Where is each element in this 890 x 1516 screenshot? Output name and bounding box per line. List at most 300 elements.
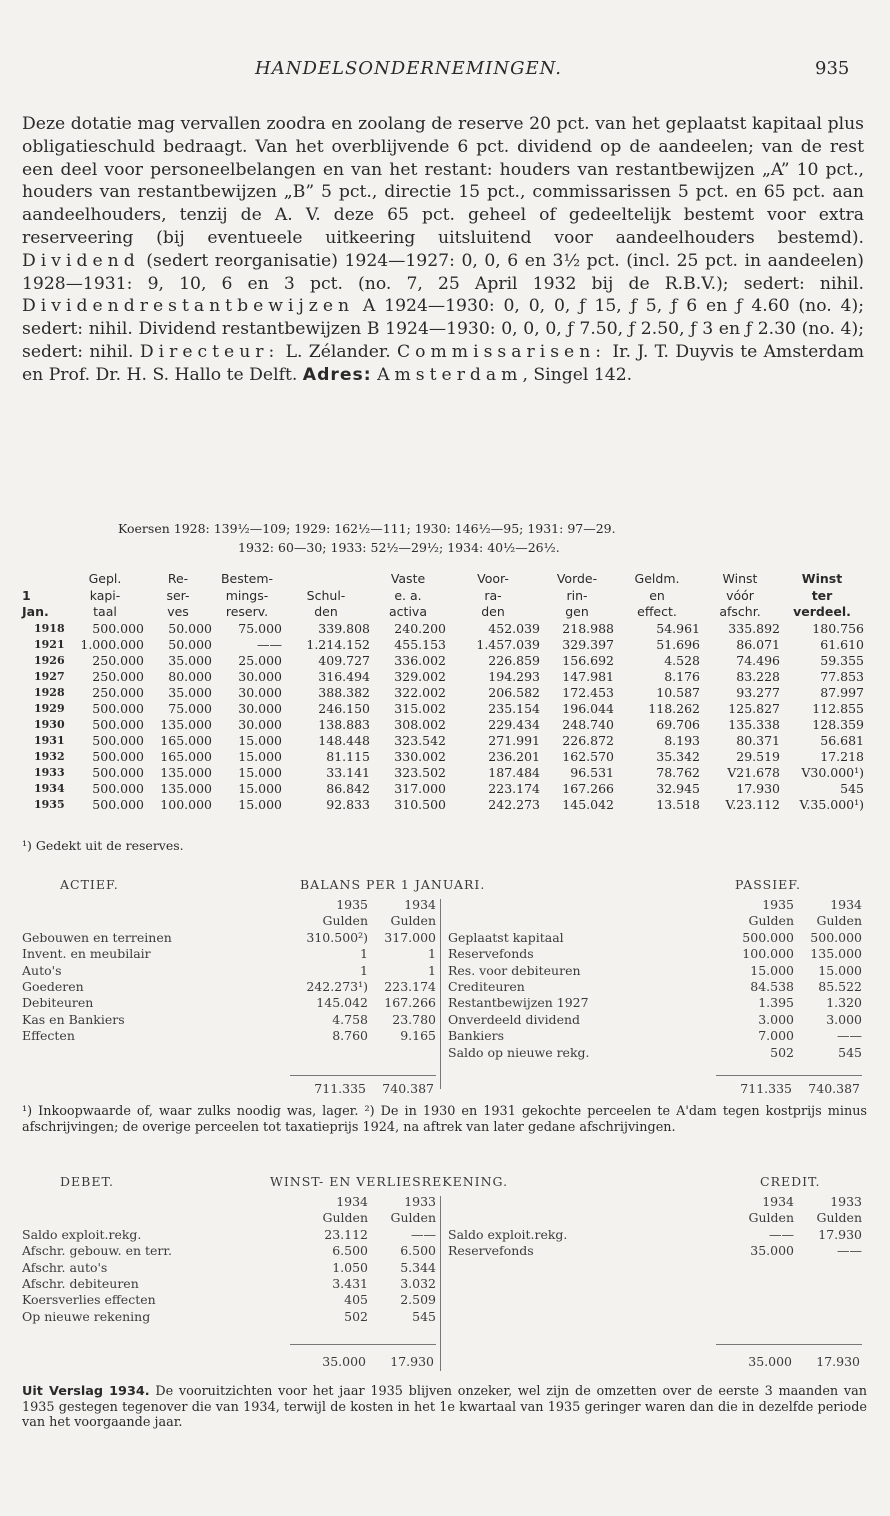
table-cell: 33.141 (326, 764, 370, 780)
table-cell: 93.277 (736, 684, 780, 700)
table-row (22, 701, 864, 717)
ledger-amount: 85.522 (818, 979, 862, 995)
actief-total-1934: 740.387 (382, 1081, 434, 1096)
table-cell: 240.200 (394, 620, 446, 636)
table-row (22, 653, 864, 669)
ledger-row (448, 1012, 862, 1028)
table-cell: 322.002 (394, 684, 446, 700)
ledger-amount: 317.000 (384, 929, 436, 945)
verslag-text: De vooruitzichten voor het jaar 1935 blijven onzeker, wel zijn de omzetten over de eerste 3 maanden van 1935 gestegen tegenover die van 1934, terwijl de kosten in het 1e kwartaal van 1935 geringer waren dan die in dezelfde periode van het voorgaande jaar. (22, 1384, 868, 1430)
year-col-2: 1934 (404, 897, 436, 912)
actief-rows (22, 930, 436, 1045)
table-cell: 242.273 (488, 796, 540, 812)
table-cell: 250.000 (92, 668, 144, 684)
column-header: den (314, 604, 338, 620)
table-cell: 1.214.152 (306, 636, 370, 652)
table-cell: 147.981 (562, 668, 614, 684)
ledger-label: Kas en Bankiers (22, 1011, 125, 1027)
table-cell: 336.002 (394, 652, 446, 668)
ledger-row (448, 1243, 862, 1259)
column-header: Voor- (477, 571, 509, 587)
statutes-text: Deze dotatie mag vervallen zoodra en zoolang de reserve 20 pct. van het geplaatst kapitaal plus obligatieschuld bedraagt. Van het overblijvende 6 pct. dividend op de aandeelen; van de rest een deel voor personeelbelangen en van het restant: houders van restantbewijzen „A” 10 pct., houders van restantbewijzen „B” 5 pct., directie 15 pct., commissarissen 5 pct. en 65 pct. aan aandeelhouders, tenzij de A. V. deze 65 pct. geheel of gedeeltelijk bestemt voor extra reserveering (bij eventueele uitkeering uitsluitend voor aandeelhouders bestemd). (22, 114, 864, 248)
column-header: kapi- (89, 587, 121, 603)
ledger-amount: 7.000 (758, 1028, 794, 1044)
table-cell: 388.382 (318, 684, 370, 700)
table-cell: 145.042 (562, 796, 614, 812)
table-cell: 61.610 (820, 636, 864, 652)
table-cell: 339.808 (318, 620, 370, 636)
table-cell: 194.293 (488, 668, 540, 684)
column-header: Gepl. (88, 571, 122, 587)
row-year: 1935 (34, 797, 65, 811)
ledger-amount: 3.032 (400, 1276, 436, 1292)
ledger-row (22, 946, 436, 962)
ledger-label: Onverdeeld dividend (448, 1011, 581, 1027)
table-cell: 500.000 (92, 764, 144, 780)
table-cell: 80.000 (168, 668, 212, 684)
ledger-row (448, 979, 862, 995)
dividend-text: (sedert reorganisatie) 1924—1927: 0, 0, 6 en 3½ pct. (incl. 25 pct. in aandeelen) 1928—1931: 9, 10, 6 en 3 pct. (no. 7, 25 April 1932 bij de R.B.V.); sedert: nihil. (22, 250, 864, 294)
unit-col-2: Gulden (816, 913, 862, 929)
table-cell: V.35.000¹) (799, 796, 864, 812)
ledger-amount: 500.000 (810, 929, 862, 945)
balans-caption: BALANS PER 1 JANUARI. (300, 877, 486, 892)
column-header: reserv. (225, 604, 269, 620)
table-row (22, 749, 864, 765)
verslag-note (22, 1384, 867, 1431)
unit-col-2: Gulden (390, 1210, 436, 1226)
table-cell: 316.494 (318, 668, 370, 684)
credit-totals (718, 1354, 862, 1369)
row-year: 1933 (34, 765, 65, 779)
table-cell: 180.756 (812, 620, 864, 636)
column-header: ser- (166, 587, 190, 603)
ledger-row (448, 963, 862, 979)
table-cell: 218.988 (562, 620, 614, 636)
ledger-amount: —— (769, 1226, 794, 1242)
table-cell: 308.002 (394, 716, 446, 732)
ledger-amount: 5.344 (400, 1259, 436, 1275)
ledger-amount: 6.500 (332, 1243, 368, 1259)
ledger-label: Saldo op nieuwe rekg. (448, 1044, 590, 1060)
column-header: 1 (22, 587, 31, 603)
verslag-label: Uit Verslag 1934. (22, 1384, 150, 1399)
table-cell: 323.542 (394, 732, 446, 748)
directeur-text: L. Zélander. (279, 341, 391, 362)
ledger-amount: 1.050 (332, 1259, 368, 1275)
year-col-1: 1935 (336, 897, 368, 912)
ledger-amount: 1 (360, 962, 368, 978)
column-header: Vorde- (556, 571, 598, 587)
ledger-row (22, 963, 436, 979)
ledger-amount: 15.000 (818, 962, 862, 978)
table-cell: 246.150 (318, 700, 370, 716)
year-col-2: 1933 (830, 1194, 862, 1209)
commissarissen-label: Commissarisen: (397, 341, 607, 362)
adres-city: Amsterdam (377, 364, 523, 385)
row-year: 1930 (34, 717, 65, 731)
column-header: Geldm. (634, 571, 680, 587)
table-cell: 452.039 (488, 620, 540, 636)
table-row (22, 637, 864, 653)
ledger-amount: 100.000 (742, 946, 794, 962)
passief-caption: PASSIEF. (735, 877, 801, 892)
table-cell: 335.892 (728, 620, 780, 636)
ledger-amount: 1 (360, 946, 368, 962)
table-footnote: ¹) Gedekt uit de reserves. (22, 838, 184, 853)
table-cell: 165.000 (160, 732, 212, 748)
table-cell: —— (257, 636, 282, 652)
ledger-amount: 167.266 (384, 995, 436, 1011)
ledger-row (22, 1243, 436, 1259)
table-cell: 15.000 (238, 796, 282, 812)
table-cell: 165.000 (160, 748, 212, 764)
financial-history-table (22, 571, 864, 813)
debet-total-1933: 17.930 (390, 1354, 434, 1369)
table-cell: 206.582 (488, 684, 540, 700)
directeur-label: Directeur: (139, 341, 280, 362)
column-header: Vaste (390, 571, 426, 587)
credit-total-1934: 35.000 (748, 1354, 792, 1369)
table-row (22, 685, 864, 701)
table-cell: 81.115 (326, 748, 370, 764)
table-row (22, 797, 864, 813)
ledger-label: Saldo exploit.rekg. (448, 1226, 568, 1242)
table-row (22, 669, 864, 685)
winst-divider (440, 1196, 441, 1371)
table-cell: 315.002 (394, 700, 446, 716)
ledger-row (22, 1227, 436, 1243)
table-cell: 1.000.000 (80, 636, 144, 652)
ledger-amount: 242.273¹) (306, 979, 368, 995)
table-cell: 100.000 (160, 796, 212, 812)
balans-footnote: ¹) Inkoopwaarde of, waar zulks noodig was, lager. ²) De in 1930 en 1931 gekochte perceelen te A'dam tegen kostprijs minus afschrijvingen; de overige perceelen tot taxatieprijs 1924, na aftrek van later gedane afschrijvingen. (22, 1104, 867, 1135)
actief-totals (292, 1081, 436, 1096)
table-cell: 271.991 (488, 732, 540, 748)
ledger-label: Auto's (22, 962, 62, 978)
table-row (22, 781, 864, 797)
unit-col-2: Gulden (816, 1210, 862, 1226)
table-cell: 4.528 (664, 652, 700, 668)
table-cell: 223.174 (488, 780, 540, 796)
table-cell: 87.997 (820, 684, 864, 700)
column-header: afschr. (719, 604, 761, 620)
koersen-block (118, 519, 616, 557)
table-cell: 156.692 (562, 652, 614, 668)
table-cell: 51.696 (656, 636, 700, 652)
table-cell: 35.000 (168, 684, 212, 700)
passief-totals (718, 1081, 862, 1096)
table-cell: 112.855 (812, 700, 864, 716)
column-header (22, 571, 66, 588)
ledger-label: Invent. en meubilair (22, 946, 151, 962)
table-cell: 138.883 (318, 716, 370, 732)
ledger-amount: 23.112 (324, 1226, 368, 1242)
ledger-amount: 1 (428, 962, 436, 978)
winst-section (0, 1174, 890, 1374)
ledger-amount: 17.930 (818, 1226, 862, 1242)
actief-total-1935: 711.335 (314, 1081, 366, 1096)
table-cell: 13.518 (656, 796, 700, 812)
header-row (22, 571, 864, 588)
year-col-1: 1935 (762, 897, 794, 912)
row-year: 1931 (34, 733, 65, 747)
unit-col-1: Gulden (748, 913, 794, 929)
year-col-2: 1934 (830, 897, 862, 912)
ledger-label: Res. voor debiteuren (448, 962, 581, 978)
debet-caption: DEBET. (60, 1174, 114, 1189)
ledger-amount: 545 (412, 1308, 436, 1324)
table-cell: 75.000 (168, 700, 212, 716)
row-year: 1918 (34, 621, 65, 635)
table-cell: 317.000 (394, 780, 446, 796)
table-cell: 236.201 (488, 748, 540, 764)
table-cell: 250.000 (92, 684, 144, 700)
table-cell: 500.000 (92, 620, 144, 636)
column-header: mings- (225, 587, 269, 603)
table-header (22, 571, 864, 621)
table-cell: 167.266 (562, 780, 614, 796)
section-title: HANDELSONDERNEMINGEN. (255, 58, 562, 79)
table-cell: 15.000 (238, 732, 282, 748)
column-header: Bestem- (220, 571, 274, 587)
ledger-amount: 84.538 (750, 979, 794, 995)
table-cell: 54.961 (656, 620, 700, 636)
table-row (22, 765, 864, 781)
table-cell: 148.448 (318, 732, 370, 748)
ledger-amount: 15.000 (750, 962, 794, 978)
ledger-row (22, 1309, 436, 1325)
table-cell: 135.338 (728, 716, 780, 732)
table-cell: 30.000 (238, 668, 282, 684)
restantbewijzen-text: A 1924—1930: 0, 0, 0, ƒ 15, ƒ 5, ƒ 6 en ƒ 4.60 (no. 4); sedert: nihil. Dividend restantbewijzen B 1924—1930: 0, 0, 0, ƒ 7.50, ƒ 2.50, ƒ 3 en ƒ 2.30 (no. 4); sedert: nihil. (22, 296, 864, 362)
table-cell: 500.000 (92, 716, 144, 732)
ledger-label: Effecten (22, 1028, 75, 1044)
table-cell: 128.359 (812, 716, 864, 732)
debet-total-1934: 35.000 (322, 1354, 366, 1369)
debet-rows (22, 1227, 436, 1325)
table-cell: 330.002 (394, 748, 446, 764)
year-col-1: 1934 (762, 1194, 794, 1209)
table-cell: 248.740 (562, 716, 614, 732)
ledger-row (22, 995, 436, 1011)
ledger-row (448, 1028, 862, 1044)
table-cell: 229.434 (488, 716, 540, 732)
row-year: 1926 (34, 653, 65, 667)
table-cell: 92.833 (326, 796, 370, 812)
passief-rows (448, 930, 862, 1061)
table-cell: 196.044 (562, 700, 614, 716)
debet-total-rule (290, 1344, 436, 1345)
ledger-row (448, 1045, 862, 1061)
table-cell: 15.000 (238, 748, 282, 764)
company-paragraph (22, 113, 864, 387)
ledger-amount: 1.320 (826, 995, 862, 1011)
actief-total-rule (290, 1075, 436, 1076)
row-year: 1929 (34, 701, 65, 715)
header-row (22, 604, 864, 621)
table-cell: 96.531 (570, 764, 614, 780)
unit-col-1: Gulden (322, 913, 368, 929)
ledger-amount: 545 (838, 1044, 862, 1060)
year-col-1: 1934 (336, 1194, 368, 1209)
table-cell: V21.678 (727, 764, 780, 780)
column-header: taal (93, 604, 117, 620)
ledger-amount: —— (837, 1243, 862, 1259)
ledger-label: Bankiers (448, 1028, 505, 1044)
column-header (282, 571, 370, 588)
table-cell: 135.000 (160, 780, 212, 796)
column-header: Winst (801, 571, 843, 587)
credit-caption: CREDIT. (760, 1174, 821, 1189)
debet-table (22, 1194, 436, 1325)
ledger-label: Reservefonds (448, 1243, 534, 1259)
ledger-amount: 405 (344, 1292, 368, 1308)
table-cell: 25.000 (238, 652, 282, 668)
table-cell: 310.500 (394, 796, 446, 812)
column-header: den (481, 604, 505, 620)
passief-total-rule (716, 1075, 862, 1076)
ledger-label: Koersverlies effecten (22, 1292, 156, 1308)
adres-label: Adres: (302, 364, 372, 385)
ledger-amount: 223.174 (384, 979, 436, 995)
year-col-2: 1933 (404, 1194, 436, 1209)
table-cell: 8.176 (664, 668, 700, 684)
passief-table (448, 897, 862, 1061)
row-year: 1921 (34, 637, 65, 651)
table-cell: 172.453 (562, 684, 614, 700)
table-cell: 187.484 (488, 764, 540, 780)
table-cell: 329.002 (394, 668, 446, 684)
column-header: Re- (167, 571, 189, 587)
ledger-amount: 500.000 (742, 929, 794, 945)
koersen-line-2: 1932: 60—30; 1933: 52½—29½; 1934: 40½—26½. (238, 540, 560, 555)
ledger-amount: 9.165 (400, 1028, 436, 1044)
table-cell: 35.342 (656, 748, 700, 764)
table-cell: 500.000 (92, 748, 144, 764)
ledger-label: Geplaatst kapitaal (448, 929, 564, 945)
ledger-label: Op nieuwe rekening (22, 1308, 151, 1324)
dividend-label: Dividend (22, 250, 140, 271)
table-cell: 500.000 (92, 700, 144, 716)
table-cell: 235.154 (488, 700, 540, 716)
ledger-label: Restantbewijzen 1927 (448, 995, 589, 1011)
table-cell: 69.706 (656, 716, 700, 732)
column-header: rin- (566, 587, 588, 603)
table-cell: 500.000 (92, 780, 144, 796)
ledger-label: Afschr. auto's (22, 1259, 108, 1275)
winst-caption: WINST- EN VERLIESREKENING. (270, 1174, 509, 1189)
unit-col-1: Gulden (748, 1210, 794, 1226)
ledger-amount: 145.042 (316, 995, 368, 1011)
table-cell: 30.000 (238, 716, 282, 732)
table-cell: 83.228 (736, 668, 780, 684)
column-header: ves (167, 604, 189, 620)
table-cell: 17.930 (736, 780, 780, 796)
table-body (22, 621, 864, 813)
balans-section (0, 877, 890, 1107)
credit-total-rule (716, 1344, 862, 1345)
ledger-amount: 310.500²) (306, 929, 368, 945)
table-cell: 409.727 (318, 652, 370, 668)
row-year: 1934 (34, 781, 65, 795)
table-cell: 74.496 (736, 652, 780, 668)
ledger-amount: 23.780 (392, 1011, 436, 1027)
ledger-row (22, 930, 436, 946)
ledger-amount: 135.000 (810, 946, 862, 962)
row-year: 1932 (34, 749, 65, 763)
column-header: Schul- (306, 587, 346, 603)
table-cell: 35.000 (168, 652, 212, 668)
table-row (22, 733, 864, 749)
ledger-row (22, 1260, 436, 1276)
table-cell: 226.872 (562, 732, 614, 748)
ledger-row (448, 930, 862, 946)
table-cell: 455.153 (394, 636, 446, 652)
column-header: verdeel. (793, 604, 851, 620)
ledger-row (448, 995, 862, 1011)
ledger-amount: 2.509 (400, 1292, 436, 1308)
table-cell: 29.519 (736, 748, 780, 764)
ledger-label: Afschr. gebouw. en terr. (22, 1243, 172, 1259)
ledger-amount: 35.000 (750, 1243, 794, 1259)
column-header: ter (811, 587, 833, 603)
commissarissen-text: Ir. J. T. Duyvis te Amsterdam en Prof. Dr. H. S. Hallo te Delft. (22, 341, 864, 385)
table-cell: 250.000 (92, 652, 144, 668)
table-cell: 226.859 (488, 652, 540, 668)
table-cell: 86.071 (736, 636, 780, 652)
table-cell: 135.000 (160, 716, 212, 732)
ledger-label: Goederen (22, 979, 84, 995)
page-number: 935 (815, 58, 850, 79)
actief-table (22, 897, 436, 1045)
table-cell: 75.000 (238, 620, 282, 636)
ledger-amount: —— (411, 1226, 436, 1242)
table-row (22, 621, 864, 637)
ledger-amount: 1 (428, 946, 436, 962)
ledger-label: Debiteuren (22, 995, 94, 1011)
table-cell: 10.587 (656, 684, 700, 700)
unit-col-1: Gulden (322, 1210, 368, 1226)
ledger-row (22, 1292, 436, 1308)
ledger-row (22, 1276, 436, 1292)
table-cell: 8.193 (664, 732, 700, 748)
table-cell: 125.827 (728, 700, 780, 716)
passief-total-1934: 740.387 (808, 1081, 860, 1096)
ledger-amount: 502 (344, 1308, 368, 1324)
ledger-amount: 3.431 (332, 1276, 368, 1292)
ledger-amount: 4.758 (332, 1011, 368, 1027)
ledger-row (448, 946, 862, 962)
ledger-amount: —— (837, 1028, 862, 1044)
table-cell: 545 (840, 780, 864, 796)
table-cell: 50.000 (168, 636, 212, 652)
table-cell: 500.000 (92, 732, 144, 748)
table-cell: 30.000 (238, 700, 282, 716)
table-cell: 329.397 (562, 636, 614, 652)
table-cell: 135.000 (160, 764, 212, 780)
ledger-amount: 502 (770, 1044, 794, 1060)
ledger-row (22, 1028, 436, 1044)
ledger-row (22, 979, 436, 995)
column-header: Winst (722, 571, 758, 587)
restantbewijzen-label: Dividendrestantbewijzen (22, 296, 355, 317)
credit-rows (448, 1227, 862, 1260)
column-header: e. a. (394, 587, 422, 603)
credit-total-1933: 17.930 (816, 1354, 860, 1369)
debet-totals (292, 1354, 436, 1369)
credit-table (448, 1194, 862, 1260)
